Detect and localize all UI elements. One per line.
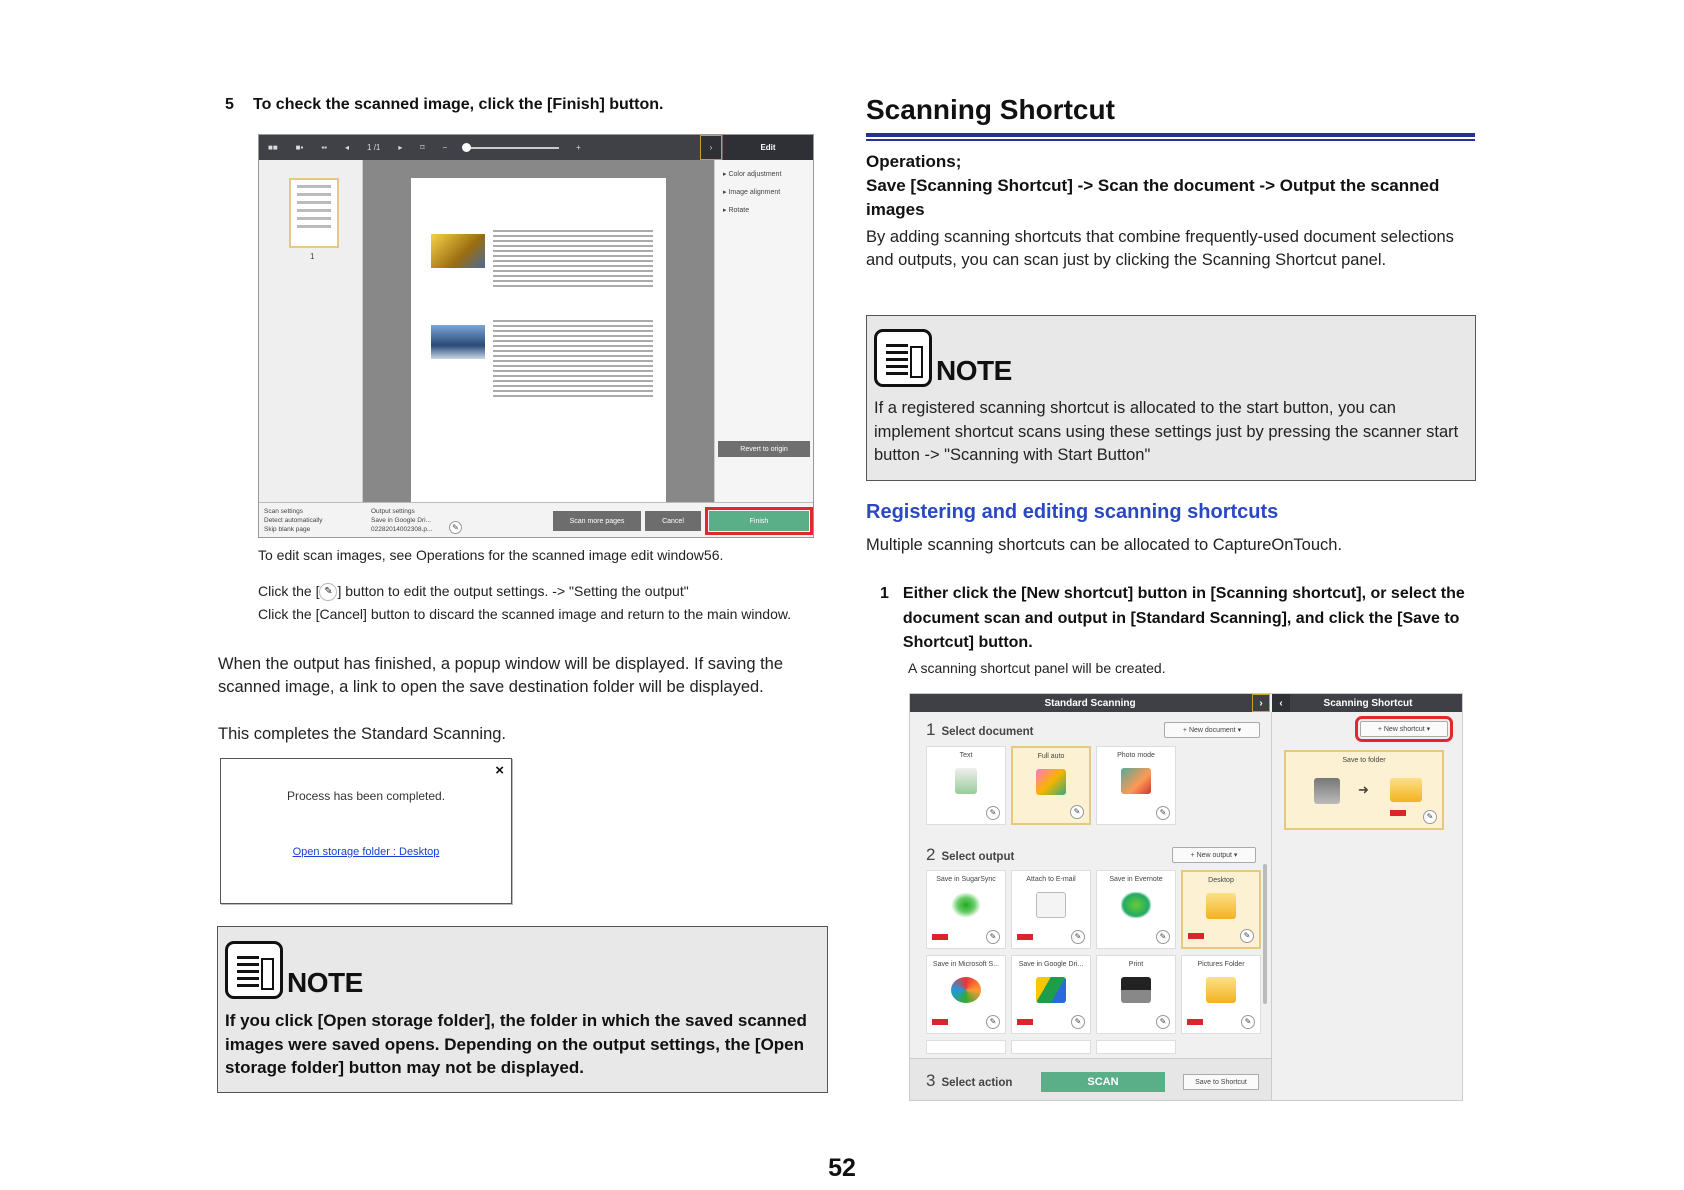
folder-icon [1206, 893, 1236, 919]
output-tile[interactable]: Print ✎ [1096, 955, 1176, 1034]
scanned-page [411, 178, 666, 502]
edit-item[interactable]: ▸ Color adjustment [723, 171, 782, 178]
output-tile-partial[interactable] [1096, 1040, 1176, 1054]
caption-output: Click the [ ✎ ] button to edit the output settings. -> "Setting the output" [258, 580, 689, 603]
step-5 [225, 96, 663, 114]
edit-icon: ✎ [1070, 805, 1084, 819]
output-tile[interactable]: Pictures Folder ✎ [1181, 955, 1261, 1034]
thumbnail-column [259, 160, 363, 502]
edit-panel-title: Edit [722, 135, 813, 160]
step-number: 1 [880, 585, 889, 602]
shortcut-panel[interactable]: Save to folder ➜ ✎ [1284, 750, 1444, 830]
para-popup: When the output has finished, a popup window will be displayed. If saving the scanned image, a link to open the save destination folder will be displayed. [218, 655, 784, 696]
finish-screenshot [258, 134, 814, 538]
revert-button[interactable]: Revert to origin [718, 441, 810, 457]
note-title: NOTE [287, 967, 363, 998]
note-title: NOTE [936, 355, 1012, 386]
edit-icon: ✎ [986, 930, 1000, 944]
scanning-shortcut-header: Scanning Shortcut [1272, 694, 1463, 712]
step-number: 5 [225, 96, 234, 113]
note-icon [874, 329, 932, 387]
panel-toggle-icon[interactable]: › [700, 135, 722, 160]
cancel-button[interactable]: Cancel [645, 511, 701, 531]
prev-page-icon[interactable]: ◂ [345, 143, 350, 152]
output-tile-partial[interactable] [926, 1040, 1006, 1054]
edit-icon: ✎ [1423, 810, 1437, 824]
select-output-label: 2 Select output [926, 845, 1015, 864]
edit-item[interactable]: ▸ Rotate [723, 207, 750, 214]
sugarsync-icon [951, 892, 981, 918]
edit-icon: ✎ [1071, 930, 1085, 944]
new-output-button[interactable]: + New output ▾ [1172, 847, 1256, 863]
new-shortcut-button[interactable]: + New shortcut ▾ [1360, 721, 1448, 737]
open-storage-link[interactable]: Open storage folder : Desktop [292, 846, 440, 858]
save-to-shortcut-button[interactable]: Save to Shortcut [1183, 1074, 1259, 1090]
full-auto-icon [1036, 769, 1066, 795]
output-settings: Output settings Save in Google Dri... 02282014002308.p... [371, 508, 433, 533]
doc-tile-full-auto[interactable]: Full auto ✎ [1011, 746, 1091, 825]
page-viewer [363, 160, 714, 502]
skydrive-icon [951, 977, 981, 1003]
email-icon [1036, 892, 1066, 918]
page-photo [431, 234, 485, 268]
doc-tile-text[interactable]: Text ✎ [926, 746, 1006, 825]
thumb-label: 1 [310, 252, 315, 261]
note-header [225, 941, 363, 999]
para-complete: This completes the Standard Scanning. [218, 725, 507, 743]
close-icon[interactable]: × [495, 762, 504, 779]
zoom-in-icon[interactable]: + [576, 143, 581, 152]
select-action-label: 3 Select action [926, 1071, 1013, 1090]
output-tile[interactable]: Save in Evernote ✎ [1096, 870, 1176, 949]
output-tile-partial[interactable] [1011, 1040, 1091, 1054]
page-title: Scanning Shortcut [866, 94, 1115, 125]
grid-view-icon[interactable]: ■■ [268, 143, 278, 152]
edit-icon: ✎ [1071, 1015, 1085, 1029]
edit-icon: ✎ [986, 806, 1000, 820]
arrow-icon: ➜ [1358, 782, 1369, 797]
google-drive-icon [1036, 977, 1066, 1003]
fit-icon[interactable]: ⌑ [420, 143, 425, 152]
zoom-out-icon[interactable]: − [442, 143, 448, 152]
note-text: If you click [Open storage folder], the folder in which the saved scanned images were saved opens. Depending on the output settings, the [Open storage folder] button may not be displayed. [225, 1011, 807, 1077]
edit-output-icon[interactable]: ✎ [449, 521, 462, 534]
folder-icon [1390, 778, 1422, 802]
select-document-label: 1 Select document [926, 720, 1034, 739]
section-heading: Registering and editing scanning shortcuts [866, 501, 1279, 523]
split-view-icon[interactable]: ■▪ [295, 143, 304, 152]
edit-icon: ✎ [1156, 806, 1170, 820]
output-tile[interactable]: Desktop ✎ [1181, 870, 1261, 949]
output-tile[interactable]: Save in SugarSync ✎ [926, 870, 1006, 949]
note-box-right [866, 315, 1476, 481]
edit-icon: ✎ [1241, 1015, 1255, 1029]
standard-scanning-header: Standard Scanning [910, 694, 1270, 712]
next-page-icon[interactable]: ▸ [398, 143, 403, 152]
operations: Operations; Save [Scanning Shortcut] -> Scan the document -> Output the scanned images [866, 152, 1440, 219]
list-view-icon[interactable]: ▪▪ [321, 143, 328, 152]
step-text: To check the scanned image, click the [Finish] button. [253, 96, 664, 113]
caption-edit: To edit scan images, see Operations for the scanned image edit window56. [258, 547, 724, 563]
note-header [874, 329, 1012, 387]
evernote-icon [1121, 892, 1151, 918]
page-number: 52 [828, 1154, 856, 1182]
scan-button[interactable]: SCAN [1041, 1072, 1165, 1092]
step-1 [880, 582, 1470, 656]
output-tile[interactable]: Save in Microsoft S... ✎ [926, 955, 1006, 1034]
completion-popup [220, 758, 512, 904]
folder-icon [1206, 977, 1236, 1003]
output-tile[interactable]: Save in Google Dri... ✎ [1011, 955, 1091, 1034]
edit-icon: ✎ [1156, 930, 1170, 944]
note-text: If a registered scanning shortcut is allocated to the start button, you can implement shortcut scans using these settings just by pressing the scanner start button -> "Scanning with Start Button" [874, 399, 1459, 464]
scan-more-button[interactable]: Scan more pages [553, 511, 641, 531]
scrollbar[interactable] [1263, 864, 1267, 1004]
section-intro: Multiple scanning shortcuts can be allocated to CaptureOnTouch. [866, 536, 1343, 554]
page-photo [431, 325, 485, 359]
note-box-left [217, 926, 828, 1093]
text-doc-icon [955, 768, 977, 794]
page-indicator: 1 /1 [367, 143, 381, 152]
expand-icon[interactable]: › [1252, 694, 1270, 712]
intro-text: By adding scanning shortcuts that combine frequently-used document selections and outputs, you can scan just by clicking the Scanning Shortcut panel. [866, 228, 1454, 269]
settings-bar [259, 502, 813, 538]
photo-mode-icon [1121, 768, 1151, 794]
step-result: A scanning shortcut panel will be created. [908, 660, 1166, 676]
edit-item[interactable]: ▸ Image alignment [723, 189, 781, 196]
full-auto-icon [1314, 778, 1340, 804]
caption-cancel: Click the [Cancel] button to discard the scanned image and return to the main window. [258, 606, 792, 622]
page-thumbnail[interactable] [289, 178, 339, 248]
finish-button[interactable]: Finish [709, 511, 809, 531]
printer-icon [1121, 977, 1151, 1003]
title-rule [866, 139, 1475, 141]
doc-tile-photo[interactable]: Photo mode ✎ [1096, 746, 1176, 825]
edit-icon: ✎ [1156, 1015, 1170, 1029]
edit-icon: ✎ [1240, 929, 1254, 943]
viewer-toolbar [259, 135, 813, 160]
step-text: Either click the [New shortcut] button in [Scanning shortcut], or select the document scan and output in [Standard Scanning], and click the [Save to Shortcut] button. [902, 585, 1465, 651]
edit-icon: ✎ [986, 1015, 1000, 1029]
new-document-button[interactable]: + New document ▾ [1164, 722, 1260, 738]
scan-settings: Scan settings Detect automatically Skip blank page [264, 508, 323, 533]
collapse-icon[interactable]: ‹ [1272, 694, 1290, 712]
note-icon [225, 941, 283, 999]
popup-message: Process has been completed. [286, 789, 446, 803]
pencil-icon: ✎ [319, 583, 337, 601]
title-rule [866, 133, 1475, 137]
output-tile[interactable]: Attach to E-mail ✎ [1011, 870, 1091, 949]
zoom-slider[interactable] [464, 147, 559, 149]
shortcut-screenshot [909, 693, 1463, 1101]
